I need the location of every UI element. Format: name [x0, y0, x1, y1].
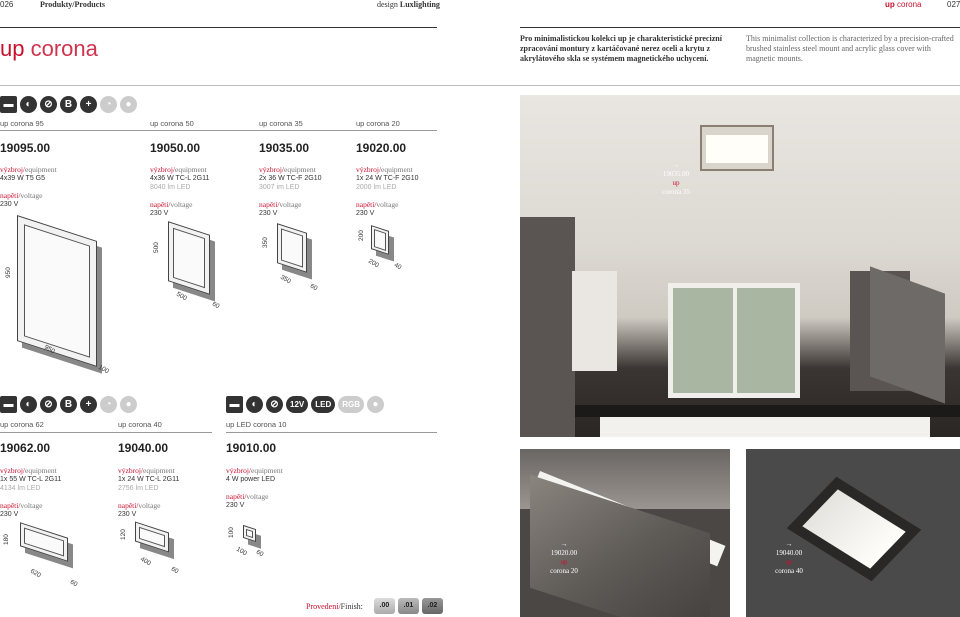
- rgb-icon: RGB: [338, 396, 364, 413]
- lower-cabinets: [600, 417, 930, 437]
- photo-caption: → 19020.00 up corona 20: [550, 540, 578, 575]
- lamp-icon: ◐: [20, 396, 37, 413]
- product-rule: [0, 432, 212, 433]
- product-code: 19050.00: [150, 141, 201, 155]
- dim-label: 500: [174, 290, 188, 303]
- page-number-right: 027: [947, 0, 960, 9]
- description-cz: Pro minimalistickou kolekci up je charakteristické precizní zpracování montury z kartáčované nerez oceli a krytu z akrylátového skla se systémem magnetického uchycení.: [520, 34, 722, 63]
- led-icon: LED: [311, 396, 335, 413]
- kitchen-photo: [520, 95, 960, 437]
- dim-label: 350: [278, 273, 292, 286]
- product-name: up corona 95: [0, 119, 44, 128]
- feature-icons-top: [0, 96, 137, 113]
- lamp-drawing-35: [277, 223, 307, 273]
- header-bottom-rule: [0, 85, 960, 86]
- dim-label: 180: [3, 534, 10, 545]
- countertop: [575, 405, 960, 417]
- product-code: 19040.00: [118, 441, 169, 455]
- finish-swatch-00[interactable]: .00: [374, 598, 395, 614]
- ip-icon: ▬: [226, 396, 243, 413]
- no-bulb-icon: ⊘: [266, 396, 283, 413]
- page-number-left: 026: [0, 0, 14, 9]
- product-name: up corona 50: [150, 119, 194, 128]
- drop-icon: ●: [120, 96, 137, 113]
- dim-label: 40: [392, 261, 403, 272]
- dim-label: 100: [234, 545, 248, 558]
- spec-block: výzbroj/equipment 4 W power LED napětí/voltage 230 V: [226, 466, 283, 509]
- product-code: 19010.00: [226, 441, 277, 455]
- lamp-drawing-40: [135, 521, 169, 552]
- dim-label: 60: [169, 565, 180, 576]
- ip-icon: ▬: [0, 396, 17, 413]
- finish-swatch-02[interactable]: .02: [422, 598, 443, 614]
- no-bulb-icon: ⊘: [40, 396, 57, 413]
- dim-label: 60: [68, 578, 79, 589]
- product-code: 19020.00: [356, 141, 407, 155]
- lamp-icon: ◐: [246, 396, 263, 413]
- product-name: up corona 62: [0, 420, 44, 429]
- photo-caption: → 19040.00 up corona 40: [775, 540, 803, 575]
- ceiling-photo: [746, 449, 960, 617]
- b-icon: B: [60, 96, 77, 113]
- lamp-drawing-10: [243, 525, 256, 542]
- b-icon: B: [60, 396, 77, 413]
- dim-label: 200: [358, 230, 365, 241]
- ceiling-lamp: [700, 125, 774, 171]
- closeup-photo: [520, 449, 730, 617]
- page-title: up corona: [0, 36, 98, 61]
- finish-options: [306, 598, 443, 614]
- finish-label: Provedení/Finish:: [306, 601, 363, 611]
- section-title: Produkty/Products: [40, 0, 106, 9]
- window: [668, 283, 800, 398]
- product-code: 19062.00: [0, 441, 51, 455]
- collection-header: up corona: [885, 0, 922, 9]
- feature-icons-bottom-left: [0, 396, 137, 413]
- plus-icon: +: [80, 396, 97, 413]
- spec-block: výzbroj/equipment 1x 55 W TC-L 2G11 4134 lm LED napětí/voltage 230 V: [0, 466, 62, 518]
- product-rule: [0, 130, 437, 131]
- lamp-drawing-95: [17, 215, 97, 367]
- header-rule-left: [0, 27, 437, 28]
- spec-block: výzbroj/equipment 1x 24 W TC-L 2G11 2756 lm LED napětí/voltage 230 V: [118, 466, 180, 518]
- half-circle-icon: ◔: [100, 396, 117, 413]
- dim-label: 950: [42, 343, 56, 356]
- spec-block: výzbroj/equipment 4x36 W TC-L 2G11 8040 lm LED napětí/voltage 230 V: [150, 165, 210, 217]
- half-circle-icon: ◔: [100, 96, 117, 113]
- dim-label: 60: [254, 548, 265, 559]
- spec-block: výzbroj/equipment 1x 24 W TC-F 2G10 2000 lm LED napětí/voltage 230 V: [356, 165, 419, 217]
- lamp-drawing-20: [371, 225, 389, 255]
- dim-label: 100: [228, 527, 235, 538]
- drop-icon: ●: [367, 396, 384, 413]
- 12v-icon: 12V: [286, 396, 308, 413]
- lamp-drawing-62: [20, 522, 68, 562]
- designer: design Luxlighting: [377, 0, 440, 9]
- feature-icons-bottom-right: [226, 396, 384, 413]
- dim-label: 400: [138, 555, 152, 568]
- dim-label: 500: [153, 242, 160, 253]
- plus-icon: +: [80, 96, 97, 113]
- product-name: up corona 40: [118, 420, 162, 429]
- ip-icon: ▬: [0, 96, 17, 113]
- lamp-icon: ◐: [20, 96, 37, 113]
- photo-caption: → 19035.00 up corona 35: [662, 161, 690, 196]
- dim-label: 60: [308, 282, 319, 293]
- product-code: 19095.00: [0, 141, 51, 155]
- wall-cabinet-left: [572, 271, 617, 371]
- header-rule-right: [520, 27, 960, 28]
- dim-label: 100: [96, 363, 110, 376]
- product-code: 19035.00: [259, 141, 310, 155]
- dim-label: 950: [5, 267, 12, 278]
- spec-block: výzbroj/equipment 4x39 W T5 G5 napětí/voltage 230 V: [0, 165, 57, 208]
- left-cabinets: [520, 217, 575, 437]
- dim-label: 60: [210, 300, 221, 311]
- dim-label: 350: [262, 237, 269, 248]
- product-rule: [226, 432, 437, 433]
- drop-icon: ●: [120, 396, 137, 413]
- product-name: up LED corona 10: [226, 420, 287, 429]
- product-name: up corona 35: [259, 119, 303, 128]
- spec-block: výzbroj/equipment 2x 36 W TC-F 2G10 3007 im LED napětí/voltage 230 V: [259, 165, 322, 217]
- dim-label: 200: [366, 257, 380, 270]
- no-bulb-icon: ⊘: [40, 96, 57, 113]
- dim-label: 120: [120, 529, 127, 540]
- lamp-drawing-50: [168, 221, 210, 295]
- dim-label: 620: [28, 567, 42, 580]
- product-name: up corona 20: [356, 119, 400, 128]
- finish-swatch-01[interactable]: .01: [398, 598, 419, 614]
- description-en: This minimalist collection is characterized by a precision-crafted brushed stainless steel mount and acrylic glass cover with magnetic mounts.: [746, 34, 954, 63]
